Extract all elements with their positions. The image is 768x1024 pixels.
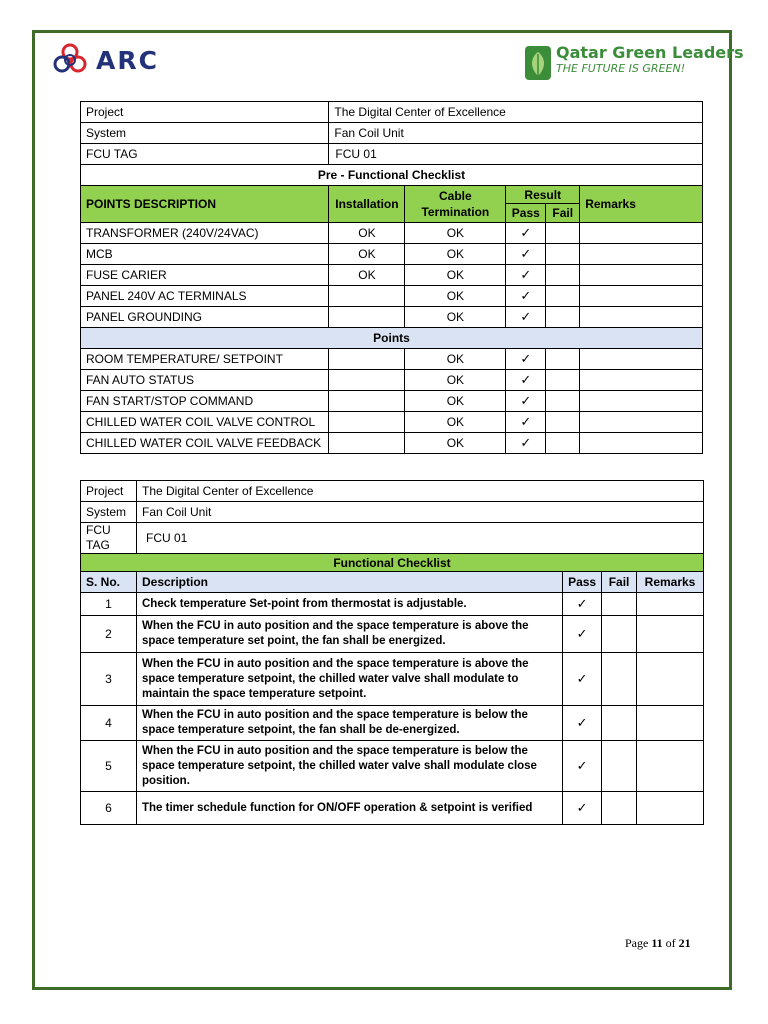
row-fail [546, 265, 580, 286]
arc-logo [52, 42, 159, 78]
project-value: The Digital Center of Excellence [329, 102, 703, 123]
row-cable-termination: OK [405, 433, 506, 454]
row-sno: 3 [81, 653, 137, 706]
tag-row [81, 144, 703, 165]
row-remarks [580, 370, 703, 391]
row-pass-check: ✓ [506, 244, 546, 265]
row-remarks [580, 391, 703, 412]
functional-row [81, 706, 704, 741]
f-project-row [81, 481, 704, 502]
row-installation [329, 412, 405, 433]
checklist-row [81, 433, 703, 454]
row-installation: OK [329, 244, 405, 265]
project-label: Project [81, 102, 329, 123]
row-sno: 1 [81, 593, 137, 616]
row-cable-termination: OK [405, 286, 506, 307]
functional-row [81, 593, 704, 616]
row-cable-termination: OK [405, 349, 506, 370]
row-description: PANEL 240V AC TERMINALS [81, 286, 329, 307]
row-remarks [637, 616, 704, 653]
row-cable-termination: OK [405, 265, 506, 286]
row-remarks [580, 244, 703, 265]
row-pass-check: ✓ [506, 307, 546, 328]
row-description: When the FCU in auto position and the space temperature is below the space temperature setpoint, the fan shall be de-energized. [136, 706, 562, 741]
row-remarks [580, 412, 703, 433]
row-description: FAN AUTO STATUS [81, 370, 329, 391]
row-remarks [580, 265, 703, 286]
row-remarks [580, 307, 703, 328]
row-fail [602, 706, 637, 741]
row-pass-check: ✓ [563, 792, 602, 825]
row-pass-check: ✓ [563, 616, 602, 653]
f-col-sno: S. No. [81, 572, 137, 593]
col-installation: Installation [329, 186, 405, 223]
col-cable-termination: Cable Termination [405, 186, 506, 223]
f-project-value: The Digital Center of Excellence [136, 481, 703, 502]
row-installation: OK [329, 223, 405, 244]
functional-row [81, 653, 704, 706]
tag-label: FCU TAG [81, 144, 329, 165]
f-tag-row [81, 523, 704, 554]
page-number [625, 936, 691, 951]
row-fail [546, 307, 580, 328]
f-col-fail: Fail [602, 572, 637, 593]
f-system-row [81, 502, 704, 523]
row-remarks [637, 593, 704, 616]
row-fail [546, 286, 580, 307]
row-description: TRANSFORMER (240V/24VAC) [81, 223, 329, 244]
checklist-row [81, 286, 703, 307]
f-tag-label: FCU TAG [81, 523, 137, 554]
page-total: 21 [678, 936, 691, 950]
leaf-icon [524, 44, 552, 82]
checklist-row [81, 307, 703, 328]
row-fail [546, 349, 580, 370]
row-remarks [580, 223, 703, 244]
checklist-row [81, 349, 703, 370]
row-sno: 4 [81, 706, 137, 741]
row-description: When the FCU in auto position and the space temperature is below the space temperature setpoint, the chilled water valve shall modulate close position. [136, 741, 562, 792]
f-system-label: System [81, 502, 137, 523]
page-word: Page [625, 936, 649, 950]
arc-logo-text: ARC [96, 45, 159, 75]
row-description: FAN START/STOP COMMAND [81, 391, 329, 412]
partner-logo-tagline: THE FUTURE IS GREEN! [556, 62, 686, 75]
row-remarks [637, 741, 704, 792]
f-col-pass: Pass [563, 572, 602, 593]
row-remarks [637, 653, 704, 706]
row-sno: 5 [81, 741, 137, 792]
row-pass-check: ✓ [506, 265, 546, 286]
row-remarks [637, 706, 704, 741]
row-pass-check: ✓ [506, 391, 546, 412]
tag-value: FCU 01 [329, 144, 703, 165]
row-fail [602, 593, 637, 616]
row-installation [329, 433, 405, 454]
row-description: When the FCU in auto position and the space temperature is above the space temperature setpoint, the chilled water valve shall modulate to maintain the space temperature setpoint. [136, 653, 562, 706]
checklist-row [81, 370, 703, 391]
row-remarks [637, 792, 704, 825]
row-fail [546, 223, 580, 244]
row-pass-check: ✓ [506, 349, 546, 370]
row-pass-check: ✓ [563, 593, 602, 616]
row-sno: 6 [81, 792, 137, 825]
row-fail [546, 412, 580, 433]
row-pass-check: ✓ [563, 653, 602, 706]
row-fail [546, 244, 580, 265]
row-installation [329, 349, 405, 370]
row-fail [602, 653, 637, 706]
arc-knot-icon [52, 42, 88, 78]
row-description: FUSE CARIER [81, 265, 329, 286]
f-col-remarks: Remarks [637, 572, 704, 593]
row-cable-termination: OK [405, 370, 506, 391]
row-pass-check: ✓ [506, 370, 546, 391]
system-label: System [81, 123, 329, 144]
system-value: Fan Coil Unit [329, 123, 703, 144]
f-system-value: Fan Coil Unit [136, 502, 703, 523]
row-description: CHILLED WATER COIL VALVE FEEDBACK [81, 433, 329, 454]
checklist-title: Pre - Functional Checklist [81, 165, 703, 186]
row-cable-termination: OK [405, 412, 506, 433]
row-pass-check: ✓ [506, 433, 546, 454]
f-project-label: Project [81, 481, 137, 502]
system-row [81, 123, 703, 144]
page-current: 11 [651, 936, 663, 950]
column-header-row [81, 186, 703, 204]
row-fail [602, 792, 637, 825]
row-remarks [580, 349, 703, 370]
col-remarks: Remarks [580, 186, 703, 223]
row-cable-termination: OK [405, 391, 506, 412]
f-column-header-row [81, 572, 704, 593]
f-checklist-title-row [81, 554, 704, 572]
row-fail [546, 433, 580, 454]
pre-functional-checklist-table [80, 101, 703, 454]
row-description: PANEL GROUNDING [81, 307, 329, 328]
functional-checklist-table [80, 480, 704, 825]
checklist-row [81, 412, 703, 433]
checklist-title-row [81, 165, 703, 186]
row-cable-termination: OK [405, 244, 506, 265]
row-pass-check: ✓ [506, 223, 546, 244]
row-description: ROOM TEMPERATURE/ SETPOINT [81, 349, 329, 370]
f-checklist-title: Functional Checklist [81, 554, 704, 572]
row-description: When the FCU in auto position and the space temperature is above the space temperature set point, the fan shall be energized. [136, 616, 562, 653]
row-fail [546, 370, 580, 391]
row-description: The timer schedule function for ON/OFF operation & setpoint is verified [136, 792, 562, 825]
row-pass-check: ✓ [563, 741, 602, 792]
functional-row [81, 741, 704, 792]
functional-row [81, 792, 704, 825]
row-description: CHILLED WATER COIL VALVE CONTROL [81, 412, 329, 433]
col-pass: Pass [506, 204, 546, 223]
row-pass-check: ✓ [506, 412, 546, 433]
points-title: Points [81, 328, 703, 349]
checklist-row [81, 391, 703, 412]
points-title-row [81, 328, 703, 349]
project-row [81, 102, 703, 123]
row-pass-check: ✓ [563, 706, 602, 741]
row-fail [546, 391, 580, 412]
row-pass-check: ✓ [506, 286, 546, 307]
row-remarks [580, 433, 703, 454]
row-cable-termination: OK [405, 223, 506, 244]
of-word: of [665, 936, 676, 950]
checklist-row [81, 223, 703, 244]
row-installation [329, 307, 405, 328]
partner-logo-title: Qatar Green Leaders [556, 43, 744, 62]
col-result: Result [506, 186, 580, 204]
row-sno: 2 [81, 616, 137, 653]
row-remarks [580, 286, 703, 307]
row-fail [602, 616, 637, 653]
row-description: Check temperature Set-point from thermostat is adjustable. [136, 593, 562, 616]
checklist-row [81, 244, 703, 265]
row-installation [329, 370, 405, 391]
col-fail: Fail [546, 204, 580, 223]
row-fail [602, 741, 637, 792]
row-description: MCB [81, 244, 329, 265]
checklist-row [81, 265, 703, 286]
row-installation: OK [329, 265, 405, 286]
row-installation [329, 391, 405, 412]
row-cable-termination: OK [405, 307, 506, 328]
functional-row [81, 616, 704, 653]
f-col-description: Description [136, 572, 562, 593]
col-points-description: POINTS DESCRIPTION [81, 186, 329, 223]
qatar-green-leaders-logo [524, 44, 744, 82]
row-installation [329, 286, 405, 307]
f-tag-value: FCU 01 [136, 523, 703, 554]
